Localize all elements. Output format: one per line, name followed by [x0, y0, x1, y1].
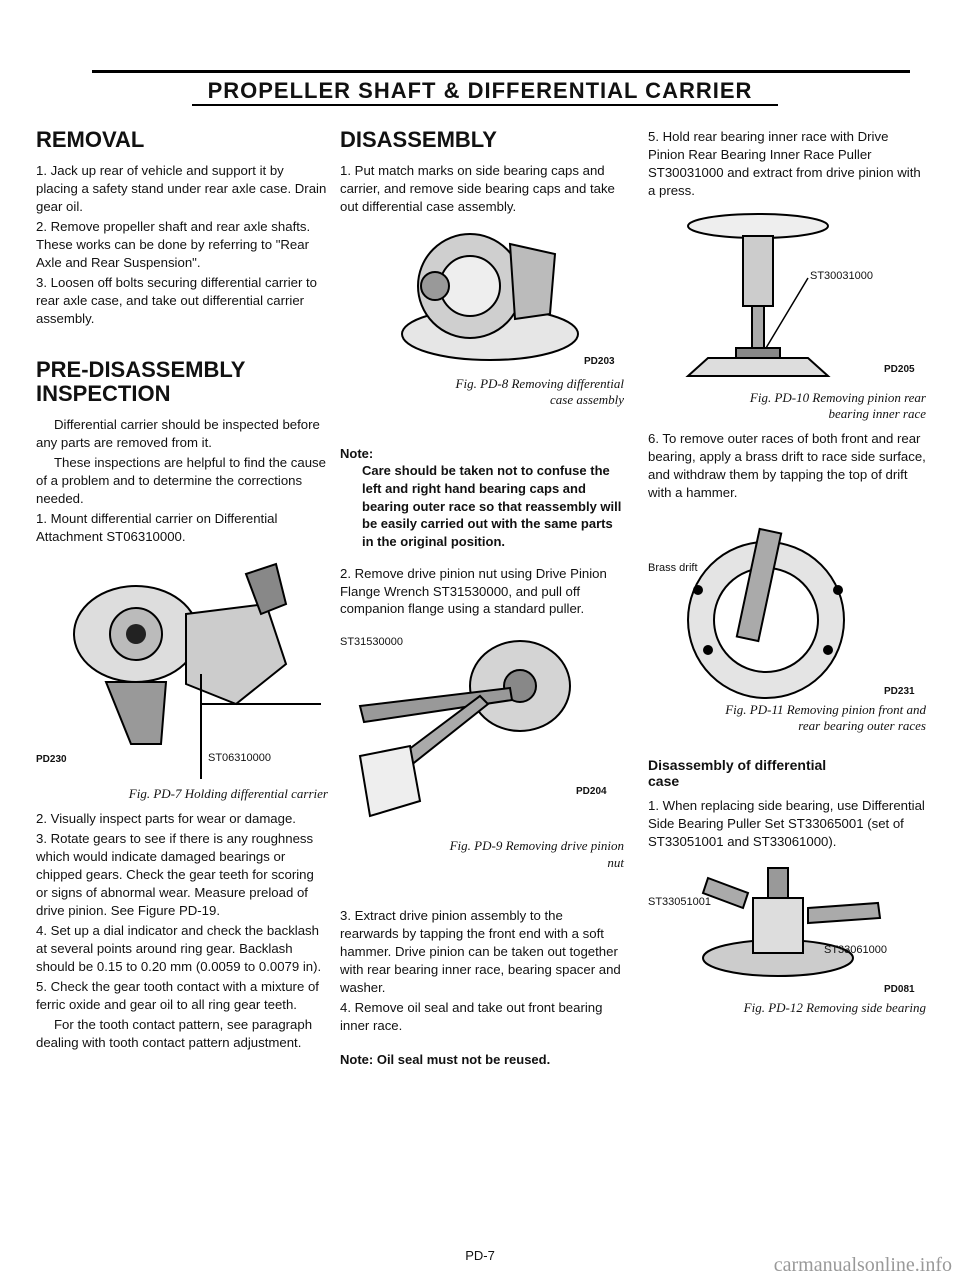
figure-pd10-tool-label: ST30031000 — [810, 269, 873, 282]
header-rule-bottom — [192, 104, 778, 106]
removal-step-3: 3. Loosen off bolts securing differential carrier to rear axle case, and take out differential carrier assembly. — [36, 274, 318, 326]
header-rule-top — [92, 70, 910, 73]
brass-drift-illustration — [648, 510, 926, 700]
page-number: PD-7 — [465, 1248, 495, 1263]
figure-pd8-caption-line1: Fig. PD-8 Removing differential — [455, 376, 624, 392]
column-right — [648, 128, 926, 1025]
inspection-heading-line2: INSPECTION — [36, 380, 171, 406]
disassembly-step-3: 3. Extract drive pinion assembly to the rearwards by tapping the front end with a soft hammer. Drive pinion can be taken out together with rear bearing inner race, bearing spacer and washer. — [340, 907, 621, 995]
inspection-step-5: 5. Check the gear tooth contact with a mixture of ferric oxide and gear oil to all ring gear teeth. — [36, 978, 319, 1012]
removal-step-2: 2. Remove propeller shaft and rear axle shafts. These works can be done by referring to "Rear Axle and Rear Suspension". — [36, 219, 311, 270]
figure-pd8 — [340, 224, 624, 374]
figure-pd12-caption: Fig. PD-12 Removing side bearing — [743, 1000, 926, 1016]
figure-pd9-tool-label: ST31530000 — [340, 636, 403, 649]
inspection-step-1: 1. Mount differential carrier on Differential Attachment ST06310000. — [36, 510, 278, 544]
figure-pd7-tool-label: ST06310000 — [208, 751, 271, 764]
inspection-step-4: 4. Set up a dial indicator and check the backlash at several points around ring gear. Backlash should be 0.15 to 0.20 mm (0.0059 to 0.0079 in). — [36, 922, 322, 974]
figure-pd9-code: PD204 — [576, 786, 607, 798]
figure-pd11-caption-line2: rear bearing outer races — [798, 718, 926, 734]
col3-step-5: 5. Hold rear bearing inner race with Drive Pinion Rear Bearing Inner Race Puller ST30031000 and extract from drive pinion with a press. — [648, 129, 921, 198]
figure-pd7-code: PD230 — [36, 753, 67, 765]
page-title: PROPELLER SHAFT & DIFFERENTIAL CARRIER — [207, 78, 753, 103]
figure-pd8-code: PD203 — [584, 356, 615, 368]
differential-case-heading-line2: case — [648, 772, 680, 789]
figure-pd12 — [648, 858, 926, 998]
inspection-step-2: 2. Visually inspect parts for wear or damage. — [36, 811, 296, 827]
figure-pd11-code: PD231 — [884, 686, 915, 698]
column-left — [36, 128, 328, 1053]
figure-pd11 — [648, 510, 926, 700]
bearing-puller-press-illustration — [648, 208, 926, 388]
disassembly-step-4: 4. Remove oil seal and take out front bearing inner race. — [340, 999, 603, 1033]
differential-case-illustration — [340, 224, 624, 374]
figure-pd12-tool2-label: ST33061000 — [824, 944, 887, 957]
removal-step-1: 1. Jack up rear of vehicle and support it by placing a safety stand under rear axle case. Drain gear oil. — [36, 163, 327, 215]
figure-pd11-caption-line1: Fig. PD-11 Removing pinion front and — [725, 702, 926, 718]
disassembly-heading: DISASSEMBLY — [340, 127, 497, 152]
figure-pd10 — [648, 208, 926, 388]
figure-pd7-caption: Fig. PD-7 Holding differential carrier — [128, 785, 328, 801]
figure-pd11-caption — [648, 702, 926, 735]
disassembly-note-2: Note: Oil seal must not be reused. — [340, 1051, 551, 1067]
inspection-step-3: 3. Rotate gears to see if there is any roughness which would indicate damaged bearings or chipped gears. Check the gear teeth for scoring or signs of abnormal wear. Measure preload of drive pinion. See Figure PD-19. — [36, 831, 314, 918]
figure-pd12-tool1-label: ST33051001 — [648, 896, 711, 909]
disassembly-note — [340, 445, 624, 551]
differential-case-heading — [648, 757, 926, 789]
figure-pd9-caption-line2: nut — [607, 854, 624, 870]
figure-pd9 — [340, 626, 624, 836]
side-bearing-puller-illustration — [648, 858, 926, 998]
differential-carrier-illustration — [36, 554, 328, 784]
disassembly-step-2: 2. Remove drive pinion nut using Drive Pinion Flange Wrench ST31530000, and pull off companion flange using a standard puller. — [340, 565, 607, 617]
figure-pd10-code: PD205 — [884, 363, 915, 375]
differential-case-heading-line1: Disassembly of differential — [648, 756, 827, 773]
figure-pd11-label: Brass drift — [648, 562, 698, 575]
watermark: carmanualsonline.info — [773, 1254, 952, 1276]
col3-step-1: 1. When replacing side bearing, use Differential Side Bearing Puller Set ST33065001 (set of ST33051001 and ST33061000). — [648, 797, 925, 849]
figure-pd12-code: PD081 — [884, 984, 915, 996]
inspection-para-3: For the tooth contact pattern, see paragraph dealing with tooth contact pattern adjustment. — [36, 1016, 313, 1050]
disassembly-note-text: Care should be taken not to confuse the left and right hand bearing caps and bearing outer race so that reassembly will be easily carried out with the same parts in the original position. — [362, 463, 622, 549]
figure-pd8-caption-line2: case assembly — [549, 392, 624, 408]
inspection-para-2: These inspections are helpful to find the cause of a problem and to determine the corrections needed. — [36, 455, 326, 506]
figure-pd10-caption-line2: bearing inner race — [828, 406, 926, 422]
figure-pd10-caption — [648, 390, 926, 423]
figure-pd7 — [36, 554, 328, 784]
inspection-heading-line1: PRE-DISASSEMBLY — [36, 356, 246, 382]
inspection-para-1: Differential carrier should be inspected before any parts are removed from it. — [36, 417, 320, 451]
pinion-nut-wrench-illustration — [340, 626, 624, 836]
disassembly-note-label: Note: — [340, 445, 374, 461]
disassembly-step-1: 1. Put match marks on side bearing caps and carrier, and remove side bearing caps and take out differential case assembly. — [340, 163, 615, 215]
column-middle — [340, 128, 624, 1068]
figure-pd9-caption-line1: Fig. PD-9 Removing drive pinion — [449, 838, 624, 854]
figure-pd9-caption — [340, 838, 624, 871]
figure-pd8-caption — [340, 376, 624, 409]
inspection-heading — [36, 358, 328, 406]
figure-pd10-caption-line1: Fig. PD-10 Removing pinion rear — [749, 389, 926, 405]
col3-step-6: 6. To remove outer races of both front and rear bearing, apply a brass drift to race side surface, and withdraw them by tapping the top of drift with a hammer. — [648, 431, 926, 501]
removal-heading: REMOVAL — [36, 127, 145, 152]
